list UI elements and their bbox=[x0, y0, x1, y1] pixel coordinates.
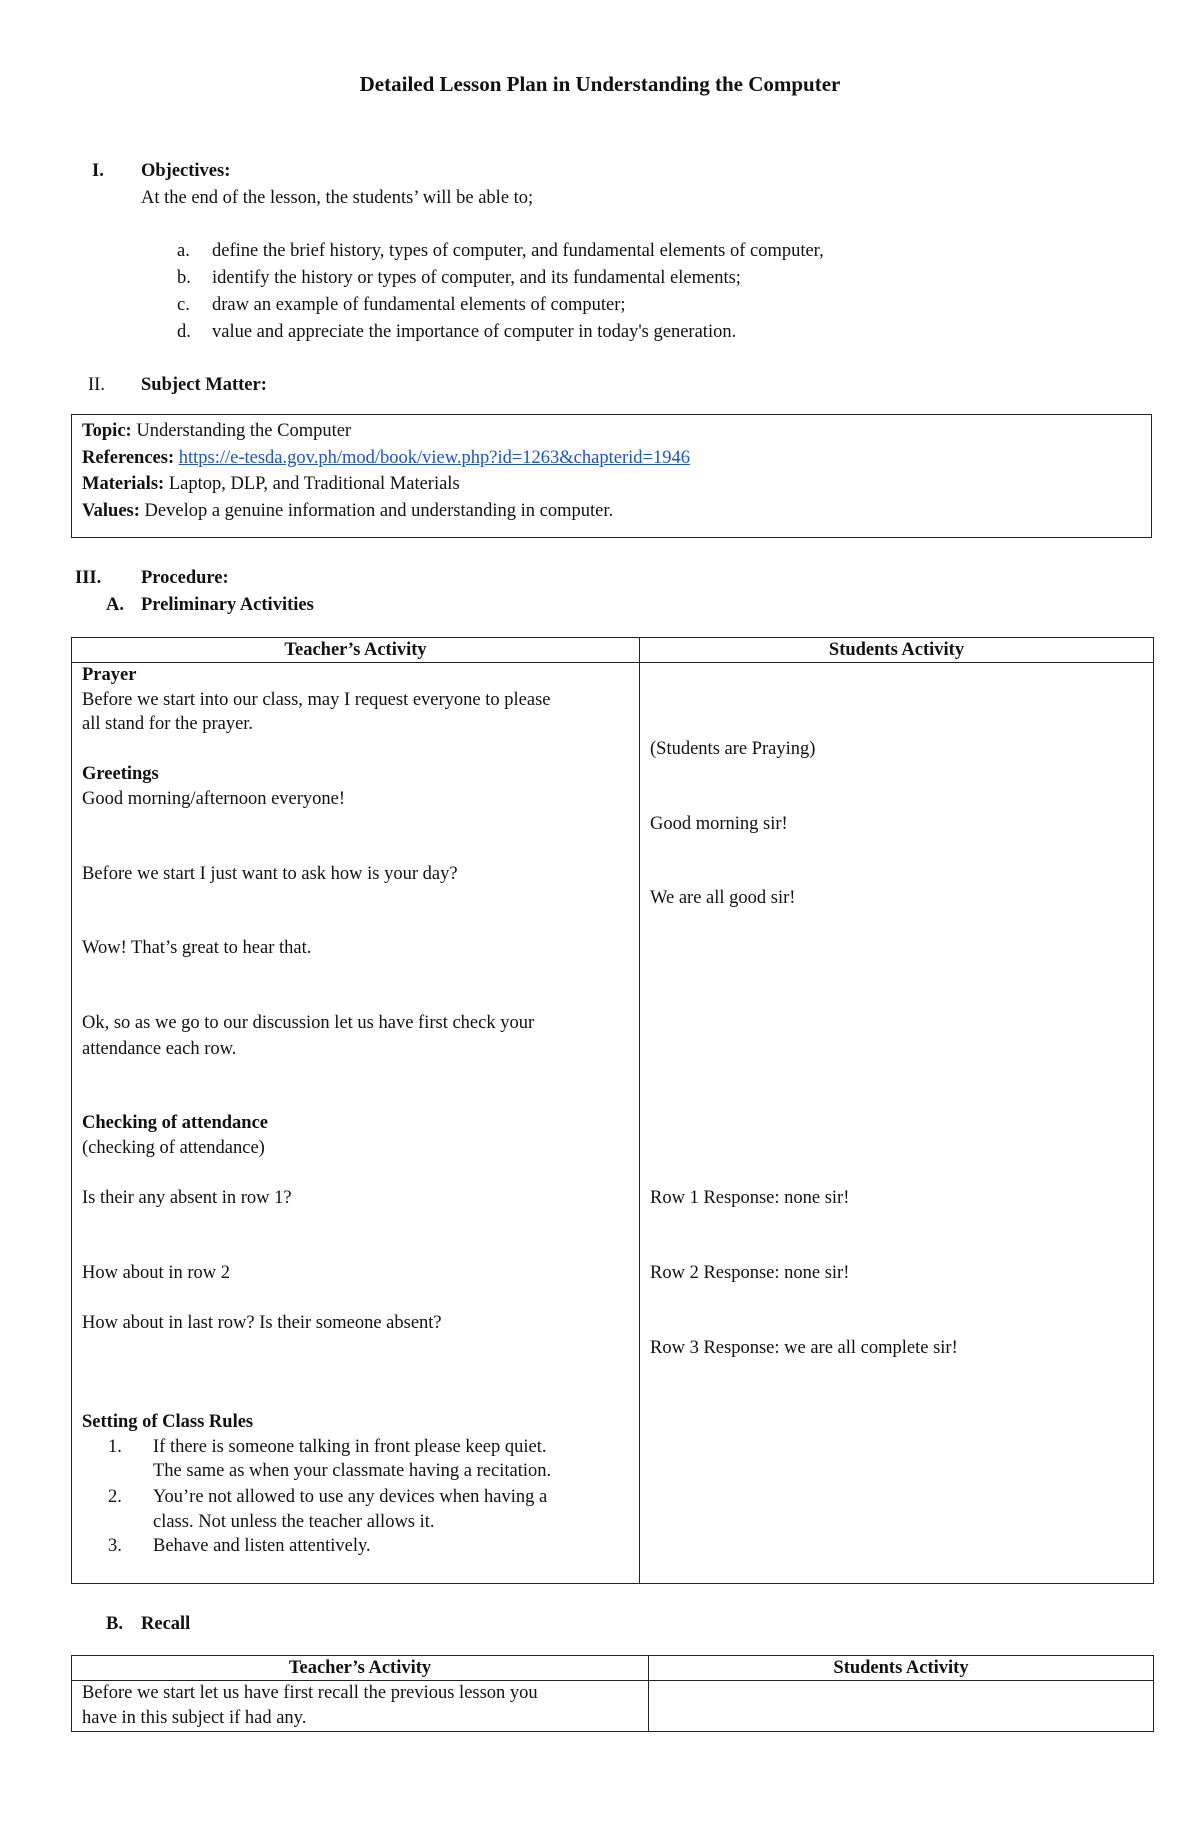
recall-teacher-cell bbox=[72, 1681, 649, 1732]
subject-matter-numeral: II. bbox=[88, 375, 105, 395]
table-row bbox=[72, 663, 1154, 1584]
wow-text: Wow! That’s great to hear that. bbox=[82, 938, 312, 958]
materials-value: Laptop, DLP, and Traditional Materials bbox=[168, 474, 460, 494]
topic-label: Topic: bbox=[82, 421, 132, 441]
rule-text-line: You’re not allowed to use any devices when having a bbox=[153, 1487, 548, 1507]
preliminary-activities-table bbox=[71, 637, 1154, 1584]
procedure-numeral: III. bbox=[75, 568, 102, 588]
row1-question: Is their any absent in row 1? bbox=[82, 1188, 292, 1208]
values-value: Develop a genuine information and understanding in computer. bbox=[144, 500, 614, 521]
document-title: Detailed Lesson Plan in Understanding the Computer bbox=[359, 72, 841, 96]
objective-item: define the brief history, types of computer, and fundamental elements of computer, bbox=[212, 241, 824, 261]
rule-text-line: class. Not unless the teacher allows it. bbox=[153, 1512, 435, 1532]
row3-response: Row 3 Response: we are all complete sir! bbox=[650, 1338, 958, 1358]
row2-response: Row 2 Response: none sir! bbox=[650, 1263, 850, 1283]
materials-line bbox=[82, 471, 1141, 498]
table-row bbox=[72, 1681, 1154, 1732]
table-header-row bbox=[72, 638, 1154, 663]
references-link[interactable]: https://e-tesda.gov.ph/mod/book/view.php?id=1263&chapterid=1946 bbox=[178, 447, 690, 468]
objectives-heading: Objectives: bbox=[141, 161, 231, 181]
recall-text-line: have in this subject if had any. bbox=[82, 1708, 307, 1728]
discussion-text-line: attendance each row. bbox=[82, 1039, 237, 1059]
prayer-text-line: Before we start into our class, may I request everyone to please bbox=[82, 690, 551, 710]
attendance-note: (checking of attendance) bbox=[82, 1138, 265, 1158]
references-label: References: bbox=[82, 447, 175, 468]
preliminary-heading: Preliminary Activities bbox=[141, 595, 314, 615]
subject-matter-box bbox=[71, 414, 1152, 538]
teacher-activity-header: Teacher’s Activity bbox=[72, 1656, 649, 1681]
subject-matter-heading: Subject Matter: bbox=[141, 375, 267, 395]
row3-question: How about in last row? Is their someone absent? bbox=[82, 1313, 442, 1333]
prayer-text-line: all stand for the prayer. bbox=[82, 714, 254, 734]
rule-text-line: Behave and listen attentively. bbox=[153, 1536, 371, 1556]
objectives-numeral: I. bbox=[92, 161, 104, 181]
class-rules-heading: Setting of Class Rules bbox=[82, 1412, 254, 1432]
rule-number: 2. bbox=[108, 1487, 122, 1507]
recall-letter: B. bbox=[106, 1614, 123, 1634]
references-line bbox=[82, 445, 1141, 472]
values-line bbox=[82, 498, 1141, 525]
rule-text-line: The same as when your classmate having a recitation. bbox=[153, 1461, 552, 1481]
values-label: Values: bbox=[82, 500, 140, 521]
objective-letter: c. bbox=[177, 295, 190, 315]
preliminary-letter: A. bbox=[106, 595, 124, 615]
objective-item: draw an example of fundamental elements of computer; bbox=[212, 295, 626, 315]
students-activity-header: Students Activity bbox=[640, 638, 1154, 663]
objective-letter: d. bbox=[177, 322, 191, 342]
recall-table bbox=[71, 1655, 1154, 1732]
teacher-activity-header: Teacher’s Activity bbox=[72, 638, 640, 663]
objective-item: value and appreciate the importance of computer in today's generation. bbox=[212, 322, 737, 342]
materials-label: Materials: bbox=[82, 474, 165, 494]
table-header-row bbox=[72, 1656, 1154, 1681]
teacher-activity-cell bbox=[72, 663, 640, 1584]
greetings-text: Good morning/afternoon everyone! bbox=[82, 789, 346, 809]
recall-text-line: Before we start let us have first recall the previous lesson you bbox=[82, 1683, 538, 1703]
objective-item: identify the history or types of computer, and its fundamental elements; bbox=[212, 268, 741, 288]
students-all-good: We are all good sir! bbox=[650, 888, 796, 908]
topic-line bbox=[82, 418, 1141, 445]
prayer-heading: Prayer bbox=[82, 665, 137, 685]
topic-value: Understanding the Computer bbox=[136, 421, 352, 441]
row2-question: How about in row 2 bbox=[82, 1263, 230, 1283]
objective-letter: a. bbox=[177, 241, 190, 261]
students-good-morning: Good morning sir! bbox=[650, 814, 788, 834]
students-activity-cell bbox=[640, 663, 1154, 1584]
rule-number: 3. bbox=[108, 1536, 122, 1556]
procedure-heading: Procedure: bbox=[141, 568, 229, 588]
attendance-heading: Checking of attendance bbox=[82, 1113, 269, 1133]
students-praying: (Students are Praying) bbox=[650, 739, 816, 759]
recall-heading: Recall bbox=[141, 1614, 191, 1634]
greetings-heading: Greetings bbox=[82, 764, 159, 784]
row1-response: Row 1 Response: none sir! bbox=[650, 1188, 850, 1208]
recall-students-cell bbox=[649, 1681, 1154, 1732]
objective-letter: b. bbox=[177, 268, 191, 288]
rule-number: 1. bbox=[108, 1437, 122, 1457]
students-activity-header: Students Activity bbox=[649, 1656, 1154, 1681]
discussion-text-line: Ok, so as we go to our discussion let us have first check your bbox=[82, 1013, 535, 1033]
rule-text-line: If there is someone talking in front please keep quiet. bbox=[153, 1437, 547, 1457]
ask-day-text: Before we start I just want to ask how is your day? bbox=[82, 864, 458, 884]
objectives-intro: At the end of the lesson, the students’ will be able to; bbox=[141, 188, 534, 208]
